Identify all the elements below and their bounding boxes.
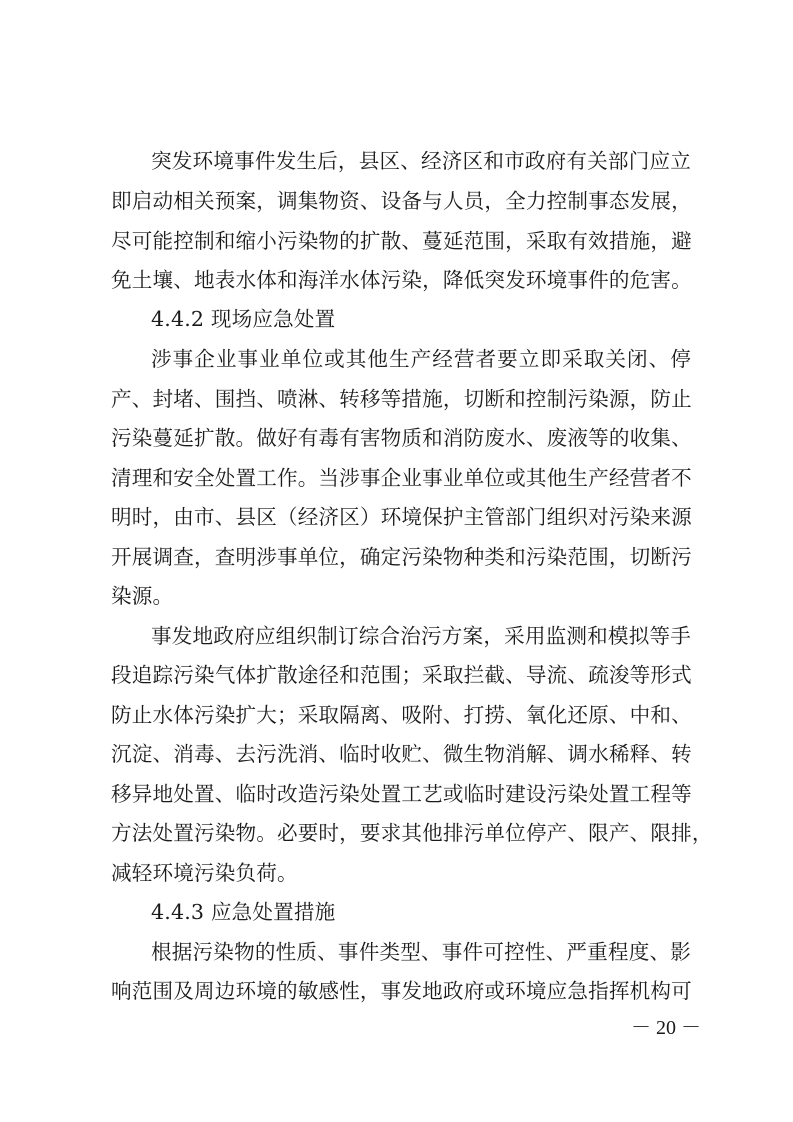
paragraph-line: 产、封堵、围挡、喷淋、转移等措施，切断和控制污染源，防止 [111,387,692,411]
paragraph-line: 突发环境事件发生后，县区、经济区和市政府有关部门应立 [151,149,691,173]
paragraph-line: 移异地处置、临时改造污染处置工艺或临时建设污染处置工程等 [111,782,692,806]
section-heading: 4.4.3 应急处置措施 [151,900,336,924]
paragraph-line: 染源。 [111,584,174,608]
paragraph-line: 方法处置污染物。必要时，要求其他排污单位停产、限产、限排， [111,821,713,845]
paragraph-line: 明时，由市、县区（经济区）环境保护主管部门组织对污染来源 [111,505,692,529]
paragraph-line: 免土壤、地表水体和海洋水体污染，降低突发环境事件的危害。 [111,268,692,292]
paragraph-line: 段追踪污染气体扩散途径和范围；采取拦截、导流、疏浚等形式 [111,663,692,687]
paragraph-line: 涉事企业事业单位或其他生产经营者要立即采取关闭、停 [151,347,691,371]
paragraph-line: 污染蔓延扩散。做好有毒有害物质和消防废水、废液等的收集、 [111,426,692,450]
paragraph-line: 减轻环境污染负荷。 [111,861,298,885]
paragraph-line: 响范围及周边环境的敏感性，事发地政府或环境应急指挥机构可 [111,979,692,1003]
page-number: － 20 － [631,1017,701,1039]
paragraph-line: 根据污染物的性质、事件类型、事件可控性、严重程度、影 [151,940,691,964]
paragraph-line: 防止水体污染扩大；采取隔离、吸附、打捞、氧化还原、中和、 [111,703,692,727]
paragraph-line: 沉淀、消毒、去污洗消、临时收贮、微生物消解、调水稀释、转 [111,742,692,766]
paragraph-line: 即启动相关预案，调集物资、设备与人员，全力控制事态发展， [111,189,692,213]
paragraph-line: 开展调查，查明涉事单位，确定污染物种类和污染范围，切断污 [111,545,692,569]
paragraph-line: 事发地政府应组织制订综合治污方案，采用监测和模拟等手 [151,624,691,648]
section-heading: 4.4.2 现场应急处置 [151,307,336,331]
paragraph-line: 清理和安全处置工作。当涉事企业事业单位或其他生产经营者不 [111,466,692,490]
paragraph-line: 尽可能控制和缩小污染物的扩散、蔓延范围，采取有效措施，避 [111,229,692,253]
